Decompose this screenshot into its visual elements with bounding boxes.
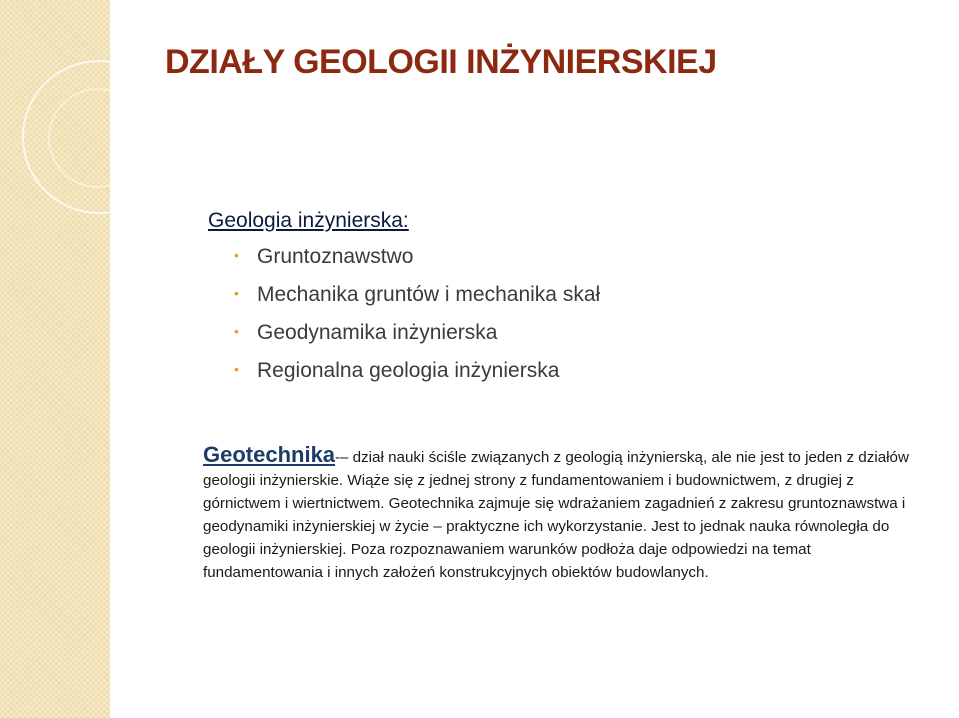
list-item-label: Mechanika gruntów i mechanika skał [257, 283, 601, 306]
geotechnika-definition: dział nauki ściśle związanych z geologią inżynierską, ale nie jest to jeden z działów geologii inżynierskie. Wiąże się z jednej strony z fundamentowaniem i budownictwem, z drugiej z górnictwem i wiertnictwem. Geotechnika zajmuje się wdrażaniem zagadnień z zakresu gruntoznawstwa i geodynamiki inżynierskiej w życie – praktyczne ich wykorzystanie. Jest to jednak nauka równoległa do geologii inżynierskiej. Poza rozpoznawaniem warunków podłoża daje odpowiedzi na temat fundamentowania i innych założeń konstrukcyjnych obiektów budowlanych. [203, 449, 909, 581]
list-item-label: Gruntoznawstwo [257, 245, 414, 268]
geotechnika-term: Geotechnika [203, 442, 336, 467]
bullet-dot-icon: • [234, 247, 239, 263]
list-item [232, 318, 600, 356]
bullet-dot-icon: • [234, 285, 239, 301]
list-item [232, 242, 600, 280]
subfield-list [232, 242, 600, 394]
bullet-dot-icon: • [234, 361, 239, 377]
list-item-label: Regionalna geologia inżynierska [257, 359, 560, 382]
list-item [232, 356, 600, 394]
section-heading: Geologia inżynierska: [208, 209, 409, 232]
decorative-side-band [0, 0, 110, 718]
term-dash: -– [335, 449, 349, 466]
geotechnika-paragraph [203, 443, 933, 584]
list-item [232, 280, 600, 318]
bullet-dot-icon: • [234, 323, 239, 339]
page-title: DZIAŁY GEOLOGII INŻYNIERSKIEJ [165, 43, 717, 81]
list-item-label: Geodynamika inżynierska [257, 321, 498, 344]
